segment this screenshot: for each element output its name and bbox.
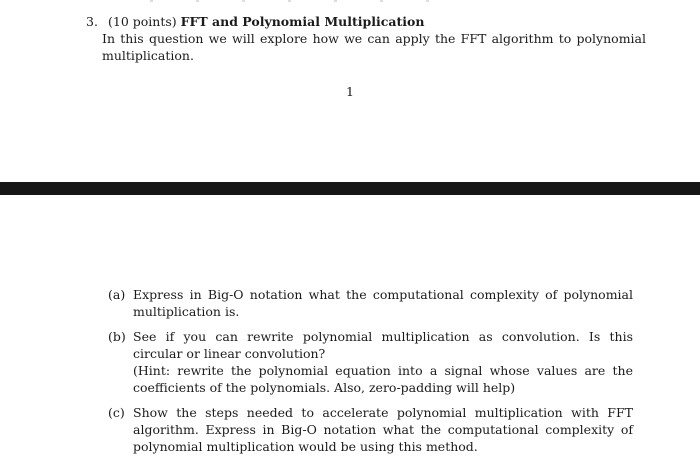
part-c-text: Show the steps needed to accelerate polynomial multiplication with FFT algorithm. Express in Big-O notation what the computational complexity of polynomial multiplication would be using this method. xyxy=(133,405,633,454)
question-intro: In this question we will explore how we can apply the FFT algorithm to polynomial multiplication. xyxy=(102,31,646,63)
part-b xyxy=(108,328,633,396)
part-a-label: (a) xyxy=(108,287,126,302)
question-heading xyxy=(86,13,646,30)
part-b-label: (b) xyxy=(108,329,126,344)
part-c-label: (c) xyxy=(108,405,125,420)
question-parts xyxy=(108,286,633,463)
page-break-divider xyxy=(0,182,700,195)
cropped-previous-line xyxy=(150,0,450,2)
question-title: FFT and Polynomial Multiplication xyxy=(180,14,425,29)
question-number: 3. xyxy=(86,14,98,29)
part-c xyxy=(108,404,633,455)
part-a-text: Express in Big-O notation what the computational complexity of polynomial multiplication is. xyxy=(133,287,633,319)
part-a xyxy=(108,286,633,320)
question-points: (10 points) xyxy=(107,14,177,29)
part-b-text: See if you can rewrite polynomial multiplication as convolution. Is this circular or linear convolution? xyxy=(133,329,633,361)
page-number: 1 xyxy=(346,84,354,99)
part-b-hint: (Hint: rewrite the polynomial equation into a signal whose values are the coefficients of the polynomials. Also, zero-padding will help) xyxy=(133,363,633,395)
question-block xyxy=(86,13,646,77)
